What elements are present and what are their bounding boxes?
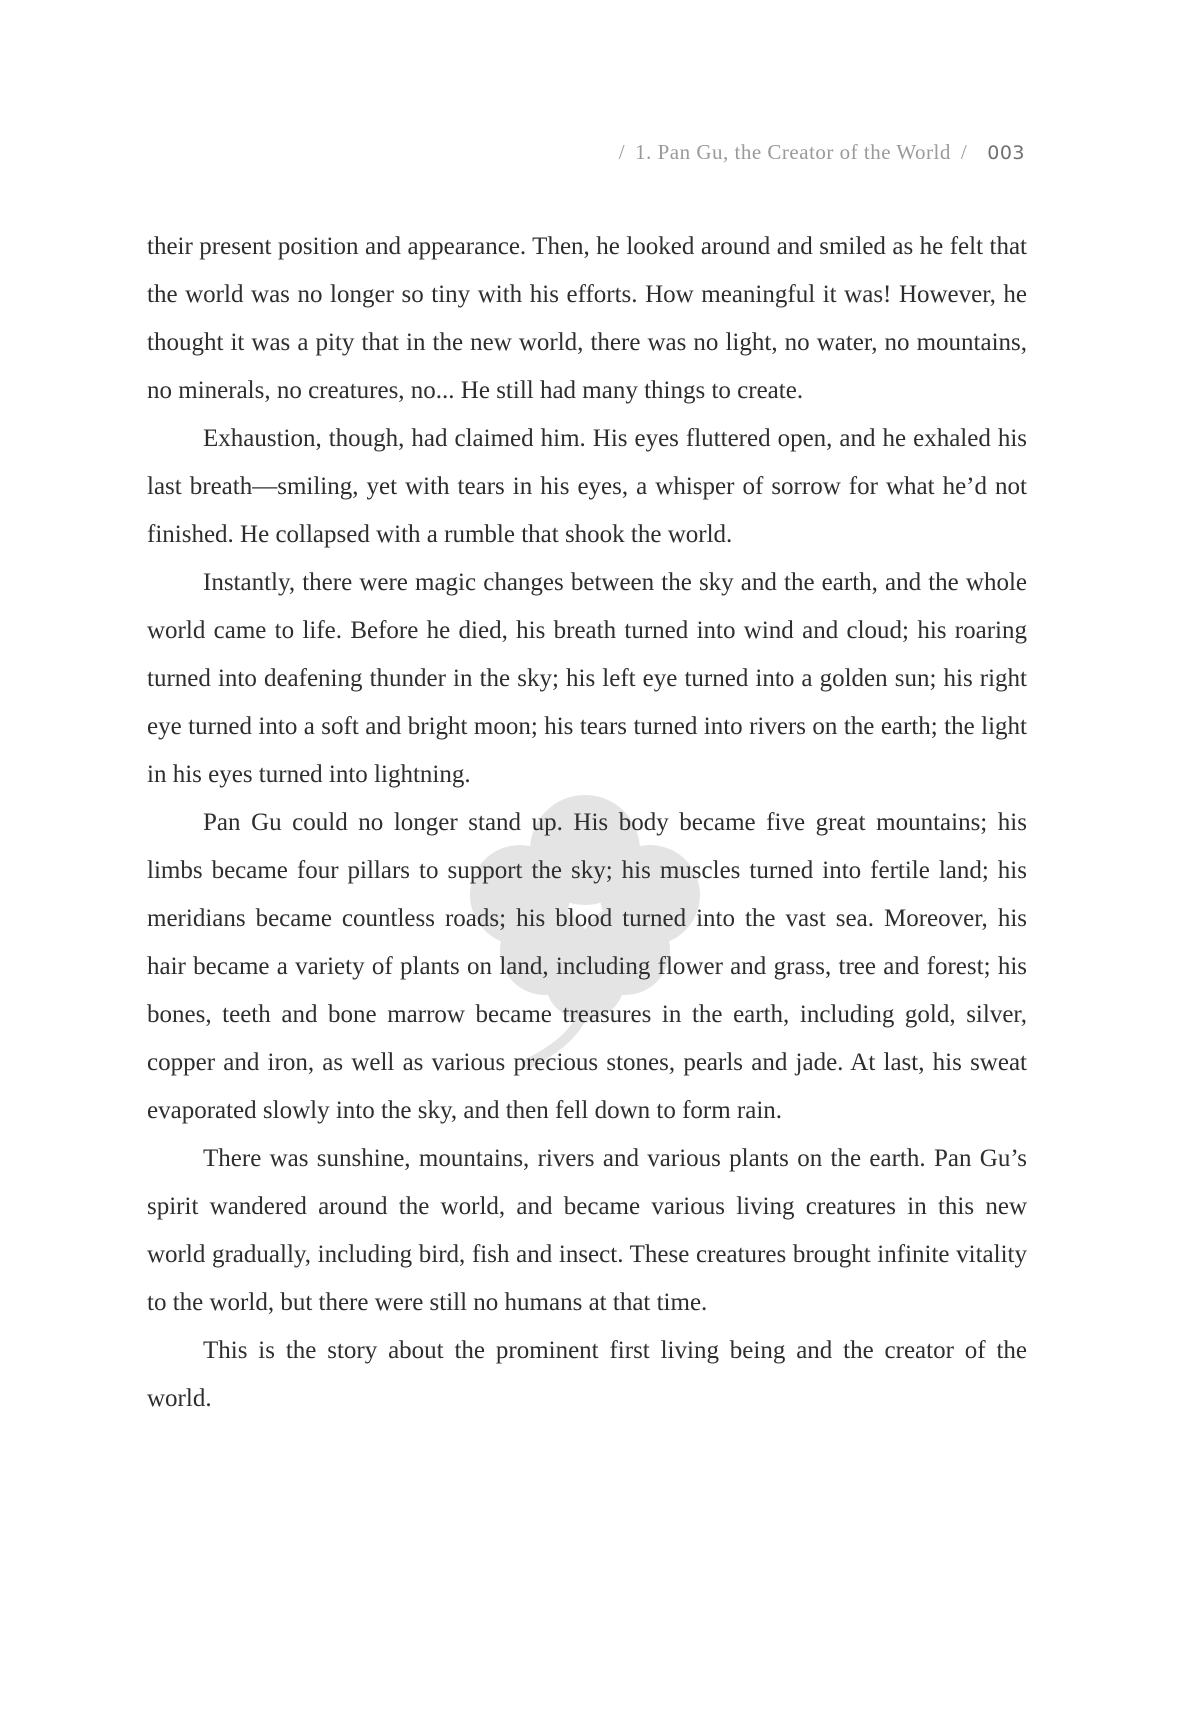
paragraph: Instantly, there were magic changes between the sky and the earth, and the whole world came to life. Before he died, his breath turned into wind and cloud; his roaring turned into deafening thunder in the sky; his left eye turned into a golden sun; his right eye turned into a soft and bright moon; his tears turned into rivers on the earth; the light in his eyes turned into lightning. (147, 569, 1027, 788)
header-separator-left: / (618, 140, 626, 164)
header-separator-right: / (960, 140, 968, 164)
body-text (147, 223, 1027, 1423)
running-header (609, 140, 1025, 165)
page-number: 003 (987, 142, 1025, 164)
paragraph: Exhaustion, though, had claimed him. His eyes fluttered open, and he exhaled his last breath—smiling, yet with tears in his eyes, a whisper of sorrow for what he’d not finished. He collapsed with a rumble that shook the world. (147, 425, 1027, 548)
paragraph: This is the story about the prominent first living being and the creator of the world. (147, 1337, 1027, 1412)
chapter-title: 1. Pan Gu, the Creator of the World (635, 140, 951, 164)
paragraph-continued: their present position and appearance. Then, he looked around and smiled as he felt that the world was no longer so tiny with his efforts. How meaningful it was! However, he thought it was a pity that in the new world, there was no light, no water, no mountains, no minerals, no creatures, no... He still had many things to create. (147, 233, 1027, 404)
paragraph: Pan Gu could no longer stand up. His body became five great mountains; his limbs became four pillars to support the sky; his muscles turned into fertile land; his meridians became countless roads; his blood turned into the vast sea. Moreover, his hair became a variety of plants on land, including flower and grass, tree and forest; his bones, teeth and bone marrow became treasures in the earth, including gold, silver, copper and iron, as well as various precious stones, pearls and jade. At last, his sweat evaporated slowly into the sky, and then fell down to form rain. (147, 809, 1027, 1124)
paragraph: There was sunshine, mountains, rivers and various plants on the earth. Pan Gu’s spirit wandered around the world, and became various living creatures in this new world gradually, including bird, fish and insect. These creatures brought infinite vitality to the world, but there were still no humans at that time. (147, 1145, 1027, 1316)
